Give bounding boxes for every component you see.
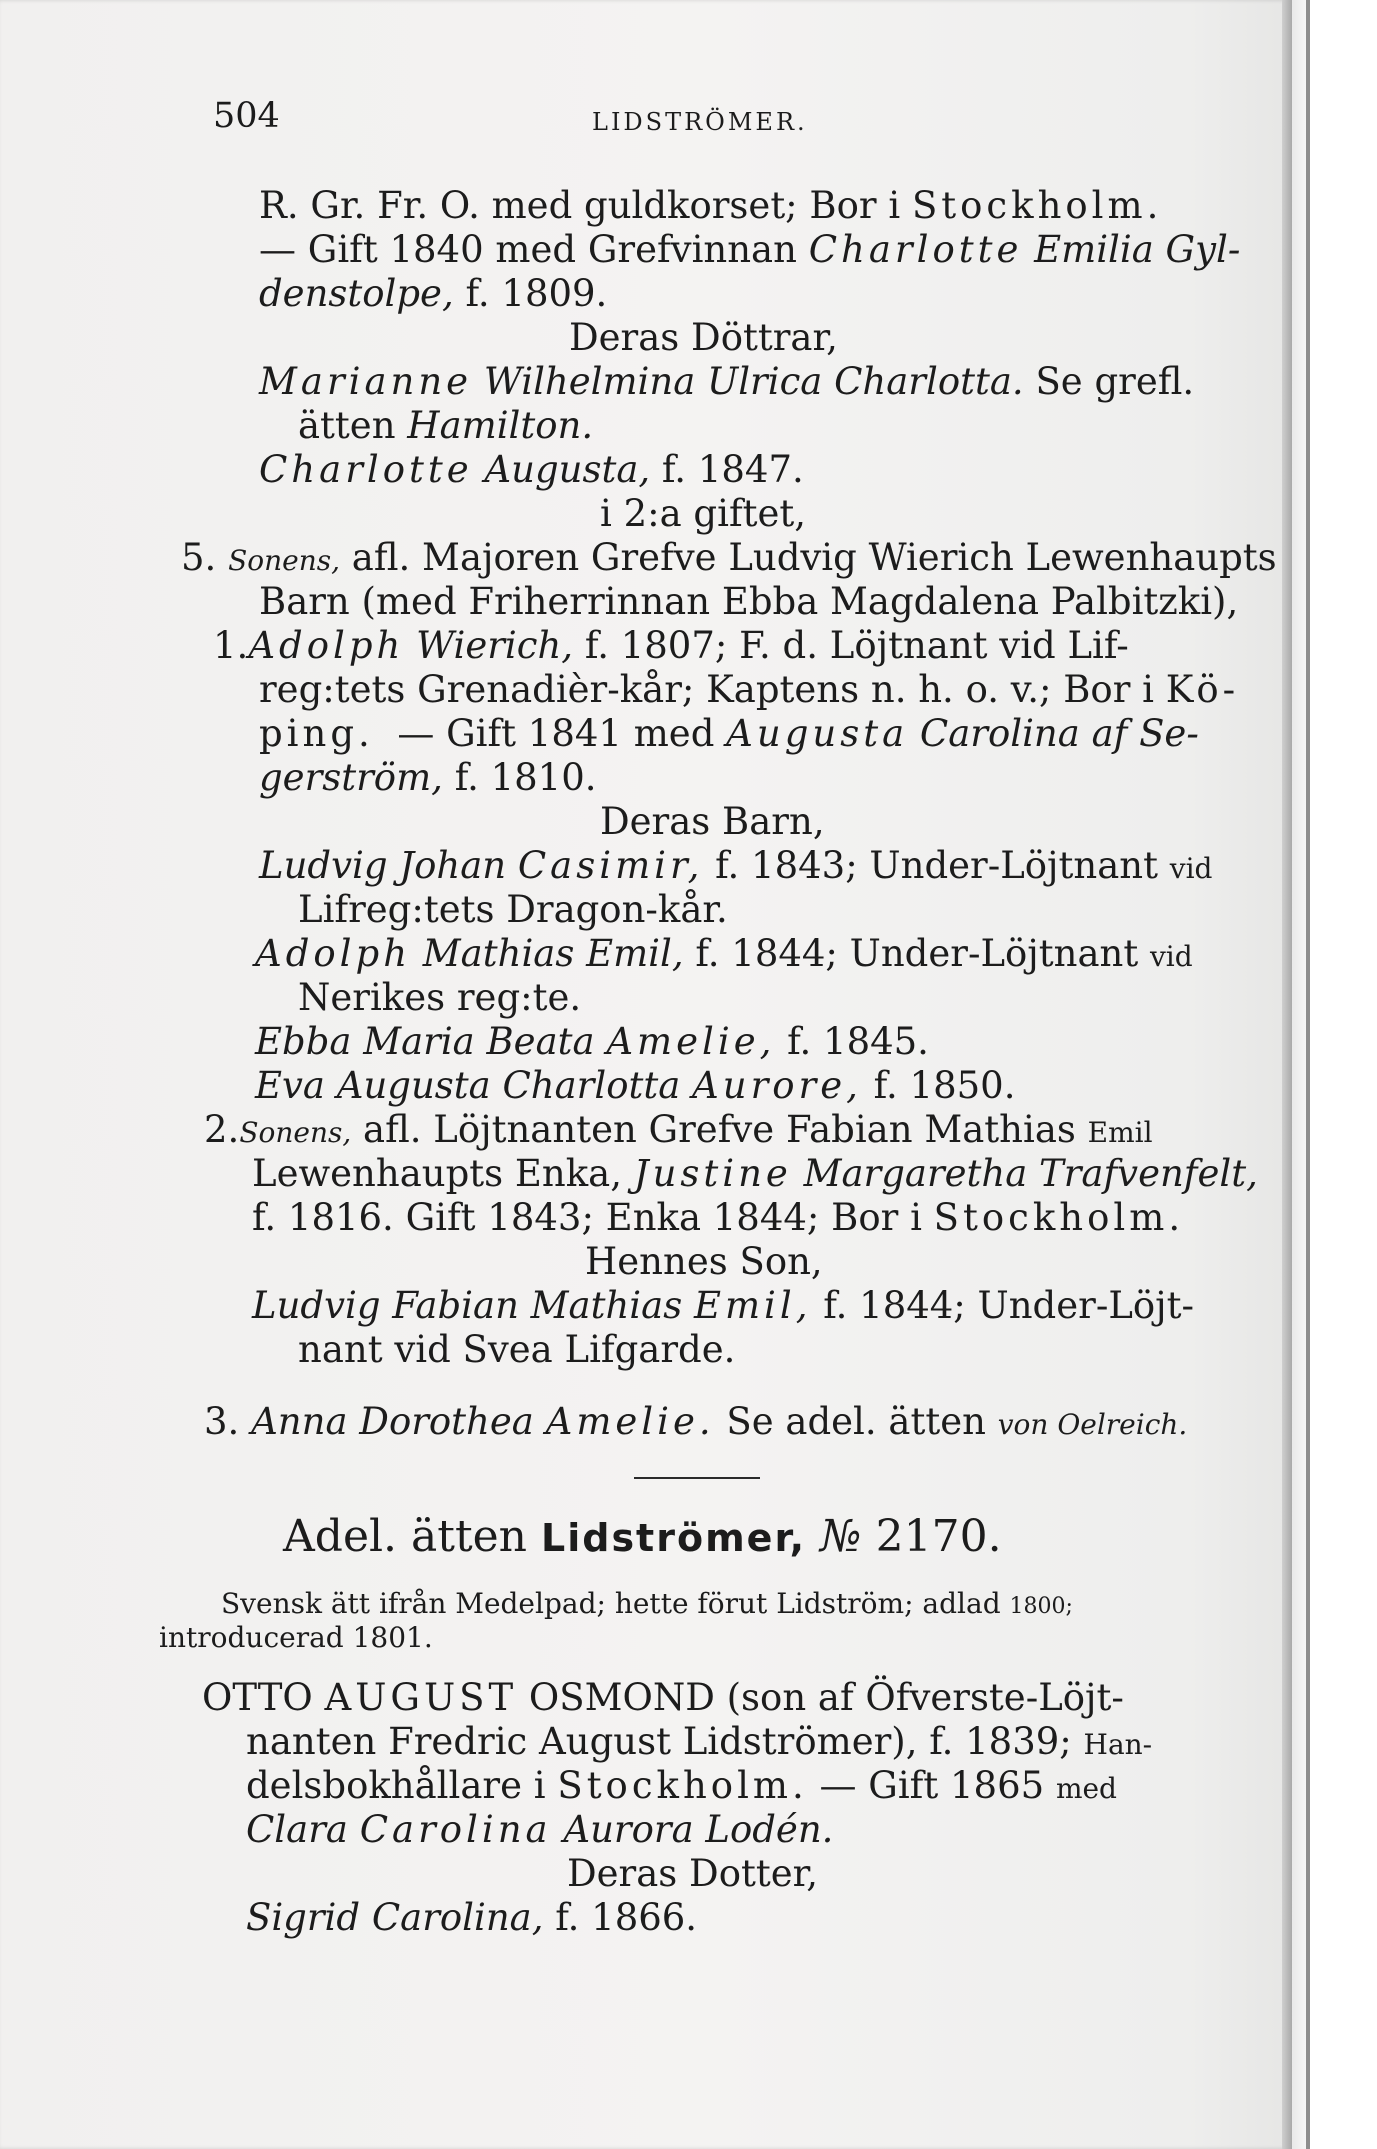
page-number: 504 (213, 96, 280, 136)
text-line: gerström, f. 1810. (259, 756, 597, 799)
text-line: ätten Hamilton. (298, 404, 594, 447)
text-line: Charlotte Augusta, f. 1847. (259, 448, 804, 491)
text-line: reg:tets Grenadièr-kår; Kaptens n. h. o. v.; Bor i Kö- (259, 668, 1240, 711)
family-note: Svensk ätt ifrån Medelpad; hette förut Lidström; adlad 1800; (221, 1587, 1073, 1620)
text-line: denstolpe, f. 1809. (259, 272, 608, 315)
text-line: 1.Adolph Wierich, f. 1807; F. d. Löjtnant vid Lif- (213, 624, 1129, 667)
running-head: LIDSTRÖMER. (592, 108, 808, 136)
subheading: Deras Barn, (600, 800, 825, 843)
page-edge-strip (1292, 0, 1306, 2149)
text-line: ping. — Gift 1841 med Augusta Carolina af Se- (259, 712, 1199, 755)
text-line: nanten Fredric August Lidströmer), f. 1839; Han- (246, 1720, 1153, 1763)
text-line: Lifreg:tets Dragon-kår. (298, 888, 728, 931)
section-divider (634, 1477, 760, 1479)
text-line: f. 1816. Gift 1843; Enka 1844; Bor i Stockholm. (252, 1196, 1185, 1239)
subheading: i 2:a giftet, (600, 492, 807, 535)
text-line: nant vid Svea Lifgarde. (298, 1328, 736, 1371)
subheading: Hennes Son, (585, 1240, 823, 1283)
text-line: delsbokhållare i Stockholm. — Gift 1865 med (246, 1764, 1117, 1807)
text-line: Ludvig Johan Casimir, f. 1843; Under-Löjtnant vid (259, 844, 1213, 887)
text-line: OTTO AUGUST OSMOND (son af Öfverste-Löjt- (202, 1676, 1124, 1719)
text-line: Ebba Maria Beata Amelie, f. 1845. (255, 1020, 929, 1063)
page-edge-shadow (1282, 0, 1292, 2149)
text-line: Adolph Mathias Emil, f. 1844; Under-Löjtnant vid (255, 932, 1193, 975)
subheading: Deras Dotter, (567, 1852, 819, 1895)
text-line: Clara Carolina Aurora Lodén. (246, 1808, 834, 1851)
text-line: Eva Augusta Charlotta Aurore, f. 1850. (255, 1064, 1016, 1107)
text-line: 5. Sonens, afl. Majoren Grefve Ludvig Wierich Lewenhaupts (181, 536, 1277, 579)
text-line: Marianne Wilhelmina Ulrica Charlotta. Se grefl. (259, 360, 1195, 403)
text-line: Sigrid Carolina, f. 1866. (246, 1896, 698, 1939)
text-line: 2.Sonens, afl. Löjtnanten Grefve Fabian Mathias Emil (204, 1108, 1153, 1151)
text-line: Ludvig Fabian Mathias Emil, f. 1844; Under-Löjt- (252, 1284, 1195, 1327)
text-line: R. Gr. Fr. O. med guldkorset; Bor i Stockholm. (259, 184, 1163, 227)
text-line: Barn (med Friherrinnan Ebba Magdalena Palbitzki), (259, 580, 1239, 623)
scan-margin (1310, 0, 1377, 2149)
family-note: introducerad 1801. (159, 1621, 433, 1654)
family-heading: Adel. ätten Lidströmer, № 2170. (283, 1511, 1002, 1562)
text-line: Nerikes reg:te. (298, 976, 582, 1019)
subheading: Deras Döttrar, (569, 316, 838, 359)
text-line: 3. Anna Dorothea Amelie. Se adel. ätten von Oelreich. (204, 1400, 1188, 1443)
text-line: — Gift 1840 med Grefvinnan Charlotte Emilia Gyl- (259, 228, 1241, 271)
text-line: Lewenhaupts Enka, Justine Margaretha Trafvenfelt, (252, 1152, 1258, 1195)
